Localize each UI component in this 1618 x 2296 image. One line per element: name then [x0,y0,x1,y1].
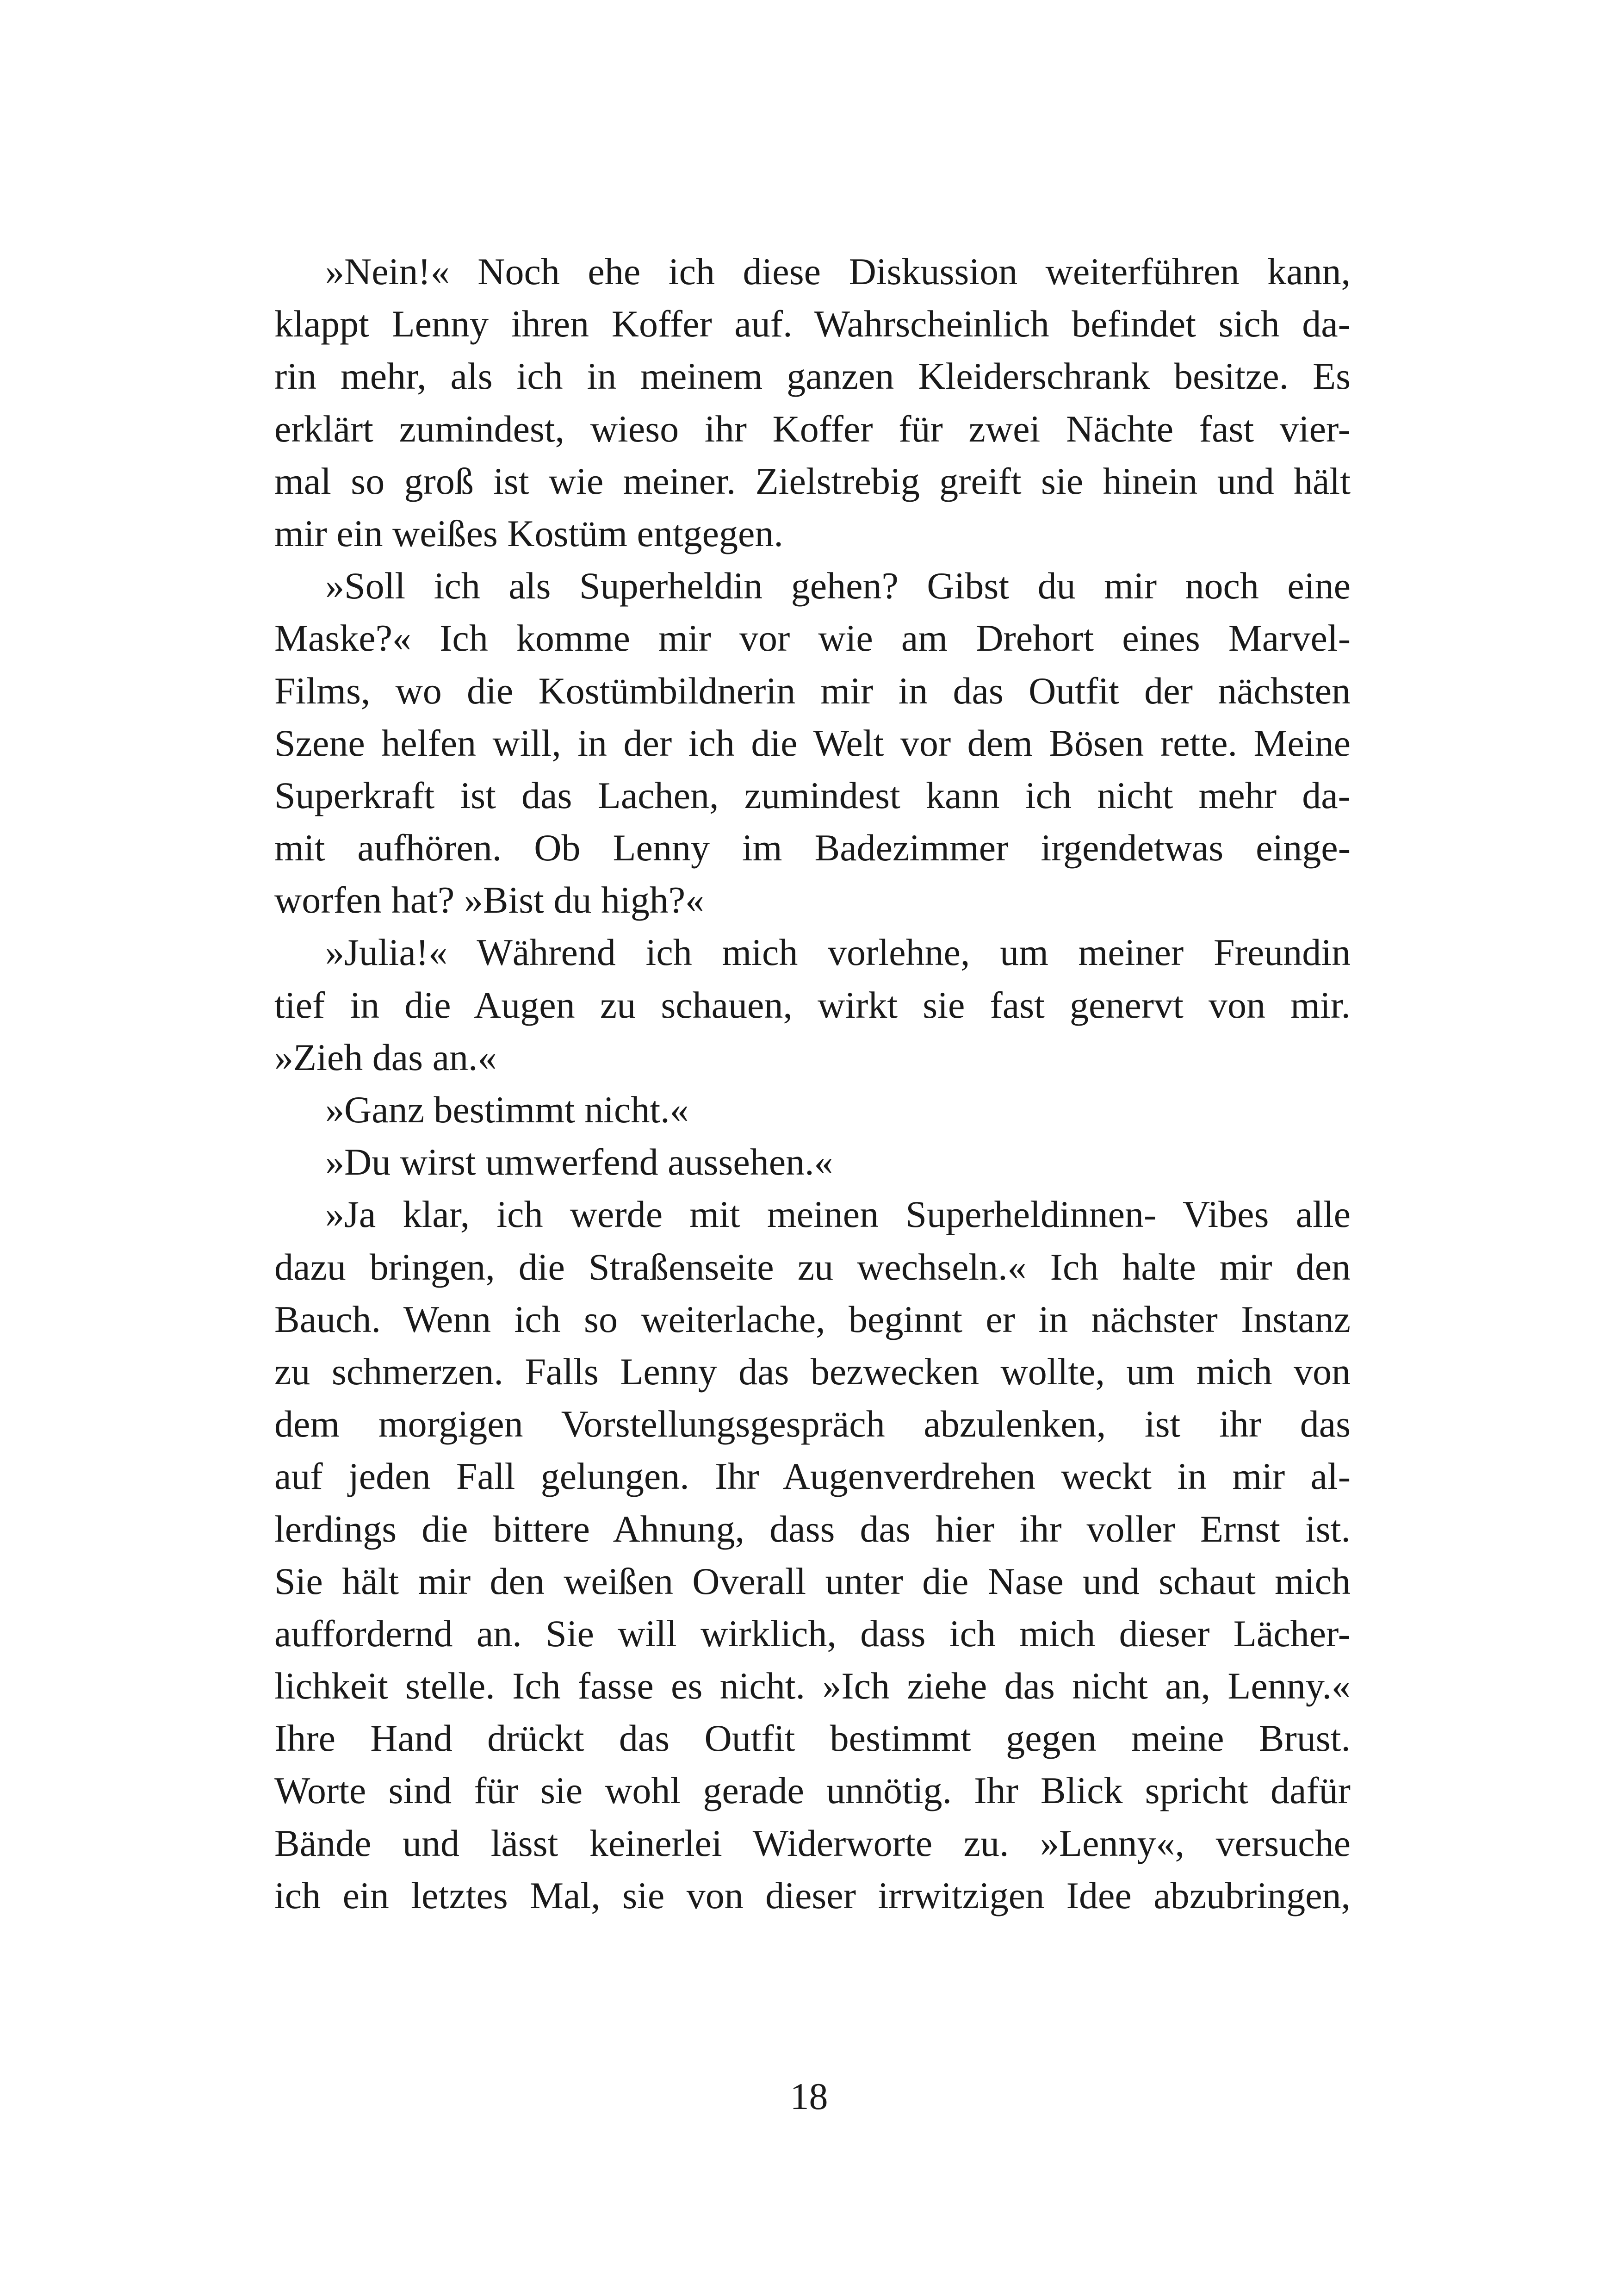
text-line: Bände und lässt keinerlei Widerworte zu. »Lenny«, versuche [274,1822,1351,1864]
text-line: Films, wo die Kostümbildnerin mir in das Outfit der nächsten [274,669,1351,712]
text-line: Superkraft ist das Lachen, zumindest kann ich nicht mehr da- [274,774,1351,816]
text-line: dazu bringen, die Straßenseite zu wechseln.« Ich halte mir den [274,1245,1351,1288]
text-line: Ihre Hand drückt das Outfit bestimmt gegen meine Brust. [274,1717,1351,1760]
text-line: »Nein!« Noch ehe ich diese Diskussion weiterführen kann, [325,250,1351,292]
text-line: »Ja klar, ich werde mit meinen Superheldinnen- Vibes alle [325,1193,1351,1236]
page-number: 18 [790,2075,828,2117]
text-line: »Ganz bestimmt nicht.« [325,1089,689,1131]
text-line: »Soll ich als Superheldin gehen? Gibst du mir noch eine [325,565,1351,607]
text-line: tief in die Augen zu schauen, wirkt sie fast genervt von mir. [274,983,1351,1026]
text-line: Bauch. Wenn ich so weiterlache, beginnt er in nächster Instanz [274,1298,1351,1340]
text-line: »Julia!« Während ich mich vorlehne, um meiner Freundin [325,931,1351,974]
text-line: mal so groß ist wie meiner. Zielstrebig greift sie hinein und hält [274,460,1351,502]
text-line: »Zieh das an.« [274,1036,497,1078]
text-line: auffordernd an. Sie will wirklich, dass ich mich dieser Lächer- [274,1612,1351,1655]
text-line: dem morgigen Vorstellungsgespräch abzulenken, ist ihr das [274,1403,1351,1445]
text-line: »Du wirst umwerfend aussehen.« [325,1141,833,1183]
text-line: Szene helfen will, in der ich die Welt vor dem Bösen rette. Meine [274,722,1351,764]
text-line: erklärt zumindest, wieso ihr Koffer für zwei Nächte fast vier- [274,407,1351,450]
text-line: klappt Lenny ihren Koffer auf. Wahrscheinlich befindet sich da- [274,303,1351,345]
text-line: lichkeit stelle. Ich fasse es nicht. »Ich ziehe das nicht an, Lenny.« [274,1665,1351,1707]
text-line: Sie hält mir den weißen Overall unter die Nase und schaut mich [274,1560,1351,1602]
text-line: zu schmerzen. Falls Lenny das bezwecken wollte, um mich von [274,1350,1351,1393]
body-text [274,245,1351,1922]
text-line: Maske?« Ich komme mir vor wie am Drehort eines Marvel- [274,617,1351,660]
text-line: Worte sind für sie wohl gerade unnötig. Ihr Blick spricht dafür [274,1769,1351,1812]
text-line: lerdings die bittere Ahnung, dass das hier ihr voller Ernst ist. [274,1507,1351,1550]
text-line: mir ein weißes Kostüm entgegen. [274,512,783,554]
text-line: worfen hat? »Bist du high?« [274,879,705,921]
text-line: mit aufhören. Ob Lenny im Badezimmer irgendetwas einge- [274,827,1351,869]
text-line: ich ein letztes Mal, sie von dieser irrwitzigen Idee abzubringen, [274,1874,1351,1916]
text-line: rin mehr, als ich in meinem ganzen Kleiderschrank besitze. Es [274,355,1351,398]
text-line: auf jeden Fall gelungen. Ihr Augenverdrehen weckt in mir al- [274,1455,1351,1498]
